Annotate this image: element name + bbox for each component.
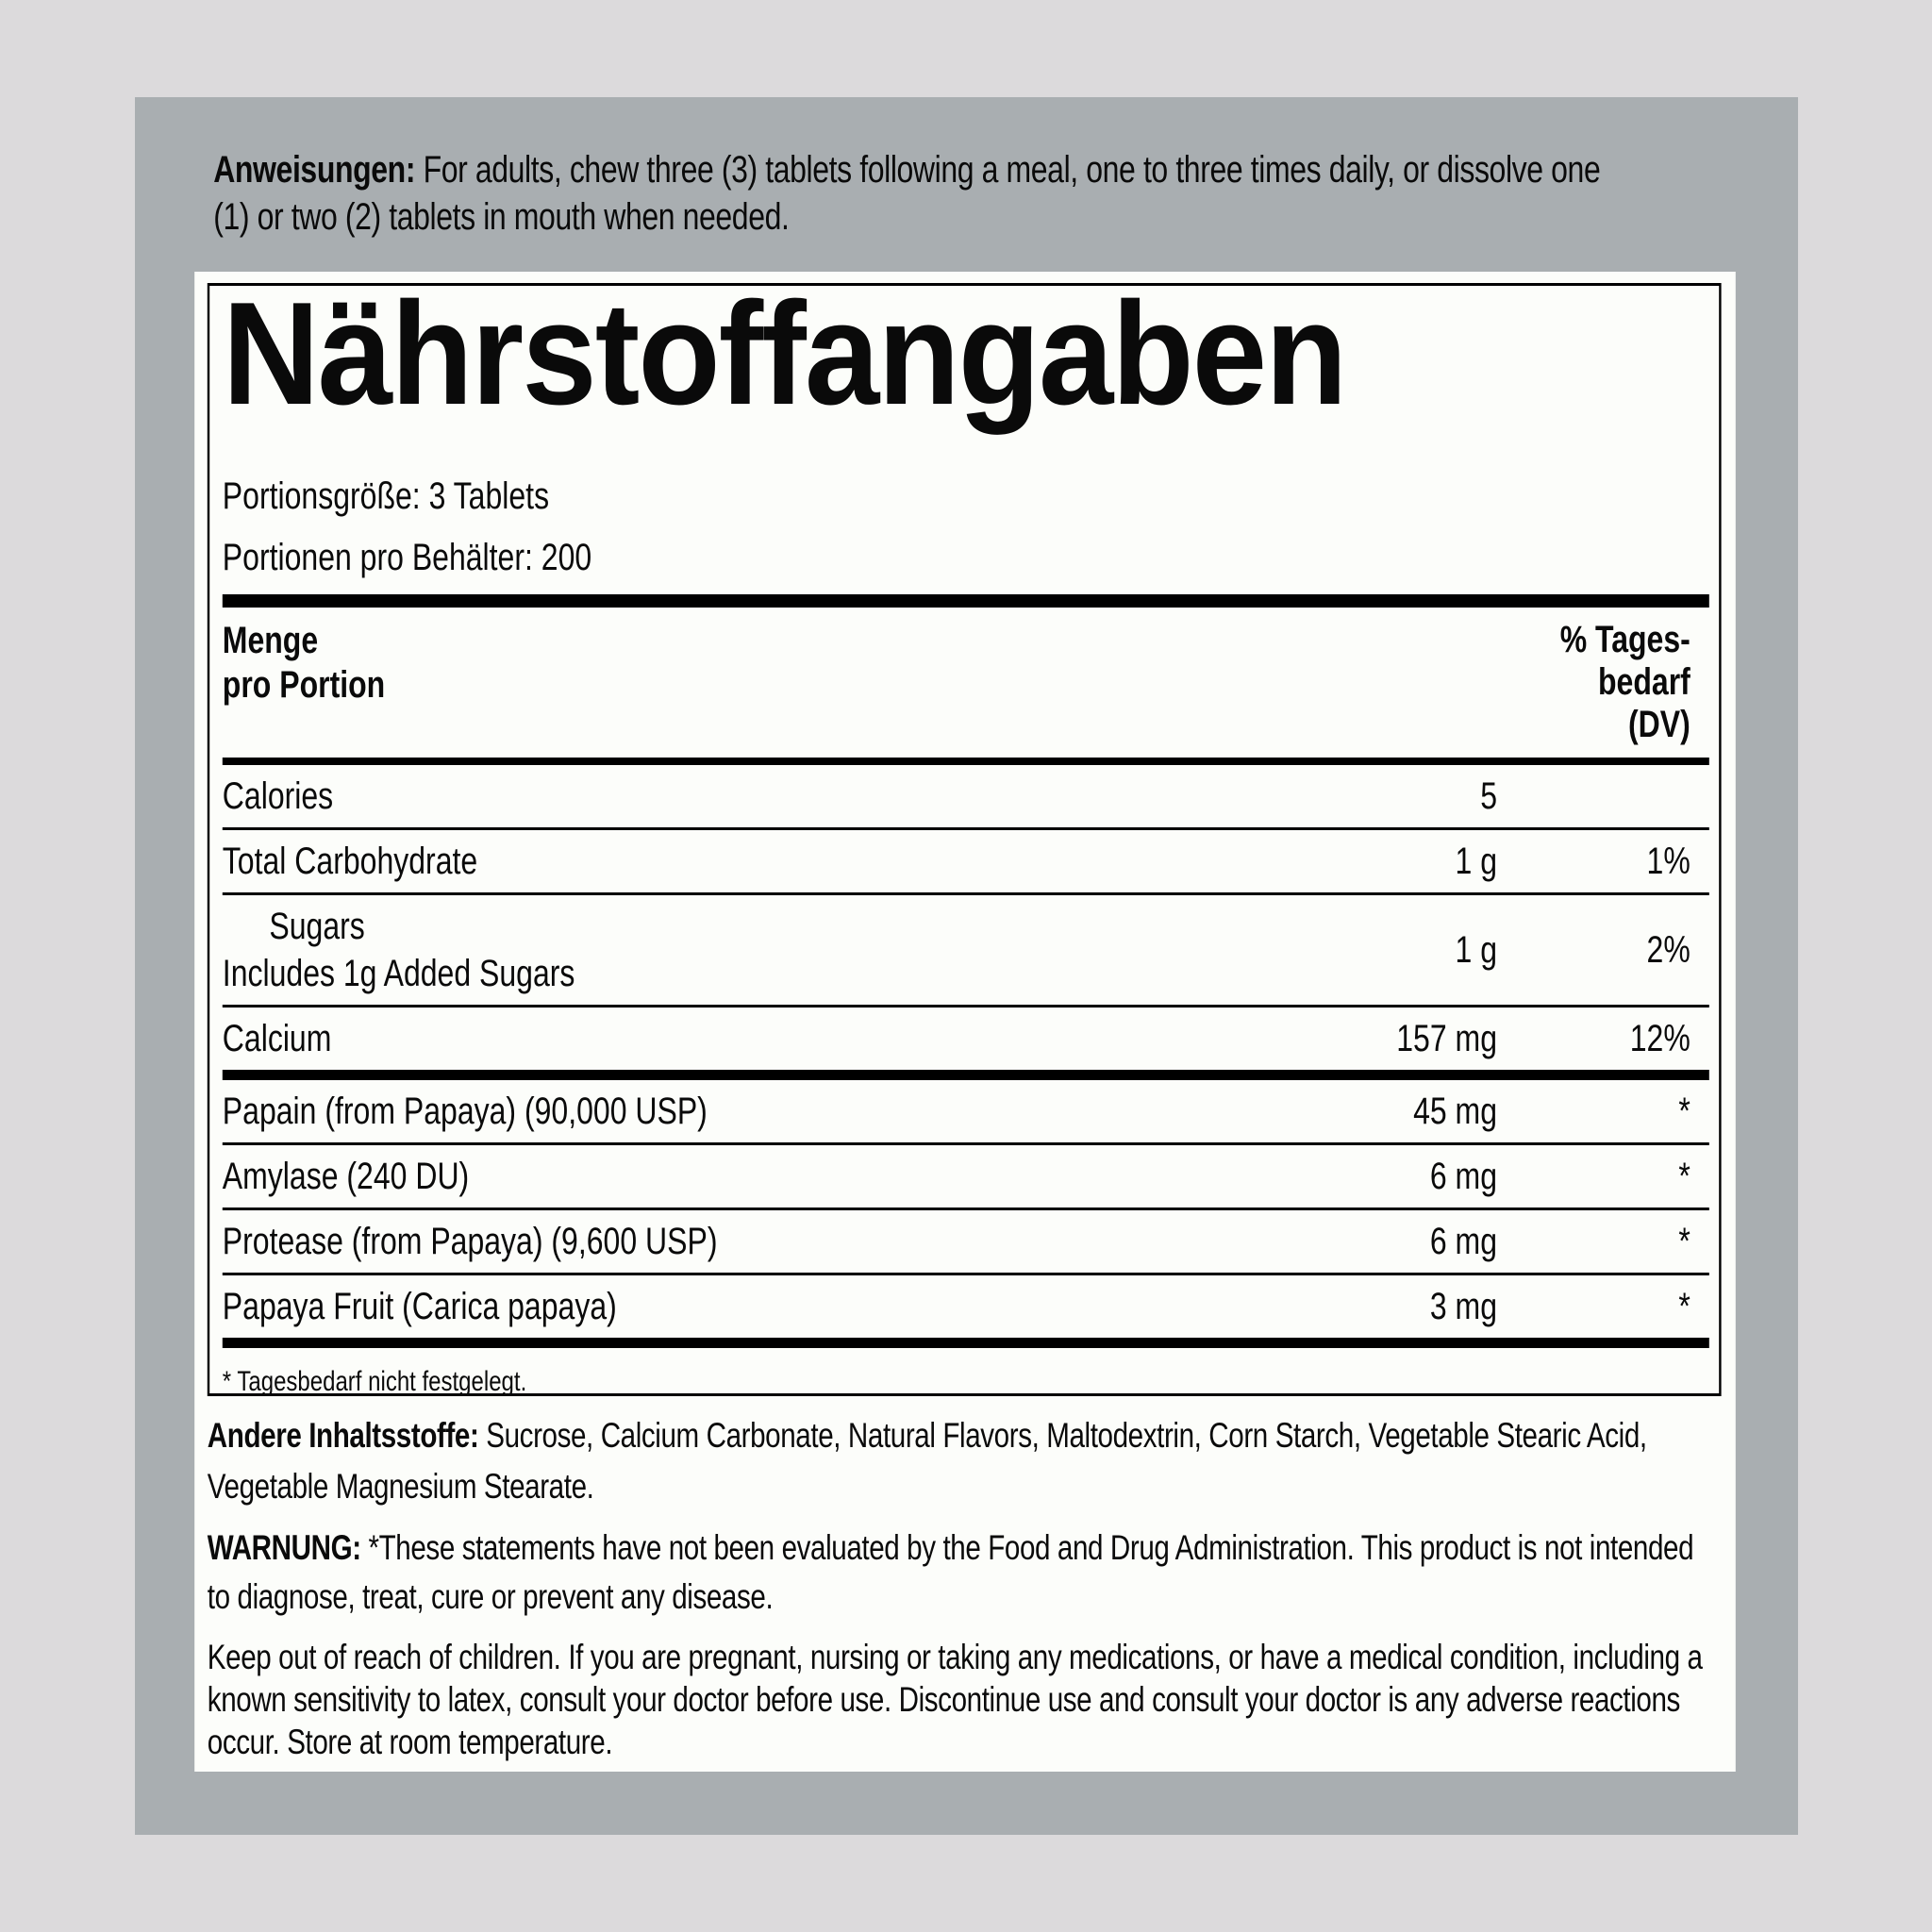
nutrient-row: [223, 1210, 1709, 1275]
nutrient-amount: 45 mg: [1413, 1091, 1497, 1132]
nutrient-amount: 5: [1480, 775, 1497, 817]
nutrient-daily-value: *: [1678, 1221, 1690, 1262]
warning-text: *These statements have not been evaluated by the Food and Drug Administration. This product is not intended to diagnose, treat, cure or prevent any disease.: [207, 1528, 1694, 1616]
facts-header-row: [223, 608, 1709, 758]
warning-lead: WARNUNG:: [207, 1528, 361, 1567]
nutrient-amount: 3 mg: [1429, 1286, 1497, 1327]
header-left-line1: Menge: [222, 620, 319, 661]
nutrient-row: [223, 895, 1709, 1008]
facts-title: Nährstoffangaben: [222, 272, 1346, 435]
nutrient-daily-value: *: [1678, 1091, 1690, 1132]
header-right-line2: bedarf: [1598, 661, 1690, 703]
nutrient-amount: 6 mg: [1429, 1156, 1497, 1197]
nutrient-name: Sugars Includes 1g Added Sugars: [222, 906, 575, 994]
nutrient-name: Papain (from Papaya) (90,000 USP): [222, 1091, 708, 1132]
section-divider-bar: [223, 1338, 1709, 1348]
nutrient-amount: 1 g: [1455, 929, 1497, 971]
other-ingredients-paragraph: [208, 1410, 1713, 1512]
nutrient-daily-value: *: [1678, 1156, 1690, 1197]
condensed-content-wrapper: [135, 97, 1798, 1835]
header-right-line1: % Tages-: [1559, 619, 1690, 660]
nutrient-row: [223, 765, 1709, 830]
directions-lead: Anweisungen:: [213, 149, 416, 191]
header-right-line3: (DV): [1628, 704, 1690, 745]
facts-rows: [223, 765, 1709, 1348]
warning-paragraph: [208, 1524, 1713, 1622]
nutrient-name: Amylase (240 DU): [222, 1156, 470, 1197]
nutrient-name: Calcium: [222, 1018, 332, 1059]
nutrient-row: [223, 1275, 1709, 1338]
servings-per-container: Portionen pro Behälter: 200: [222, 537, 592, 578]
header-rule: [223, 758, 1709, 765]
nutrient-daily-value: 1%: [1646, 841, 1690, 882]
daily-value-header: [1560, 619, 1709, 758]
nutrient-name: Protease (from Papaya) (9,600 USP): [222, 1221, 718, 1262]
nutrient-amount: 1 g: [1455, 841, 1497, 882]
serving-size: Portionsgröße: 3 Tablets: [222, 475, 550, 517]
nutrient-row: [223, 1008, 1709, 1070]
nutrient-row: [223, 1145, 1709, 1210]
nutrient-daily-value: 12%: [1629, 1018, 1690, 1059]
directions-paragraph: [213, 146, 1600, 241]
nutrient-name: Papaya Fruit (Carica papaya): [222, 1286, 617, 1327]
amount-per-serving-header: [223, 619, 385, 758]
other-ingredients-text: Sucrose, Calcium Carbonate, Natural Flavors, Maltodextrin, Corn Starch, Vegetable Stearic Acid, Vegetable Magnesium Stearate.: [207, 1416, 1647, 1506]
nutrient-amount: 157 mg: [1396, 1018, 1497, 1059]
header-left-line2: pro Portion: [222, 664, 386, 706]
supplement-label: [194, 272, 1736, 1772]
nutrient-row: [223, 830, 1709, 895]
nutrition-facts-box: [208, 272, 1722, 1397]
nutrient-name: Calories: [222, 775, 334, 817]
nutrient-daily-value: 2%: [1646, 929, 1690, 971]
nutrient-amount: 6 mg: [1429, 1221, 1497, 1262]
directions-line1: For adults, chew three (3) tablets following a meal, one to three times daily, or dissolve one: [415, 149, 1601, 191]
other-ingredients-lead: Andere Inhaltsstoffe:: [207, 1416, 479, 1455]
thick-rule-top: [223, 594, 1709, 608]
directions-line2: (1) or two (2) tablets in mouth when needed.: [213, 196, 790, 238]
dv-footnote: * Tagesbedarf nicht festgelegt.: [222, 1366, 527, 1397]
nutrient-row: [223, 1080, 1709, 1145]
section-divider-bar: [223, 1070, 1709, 1080]
nutrient-daily-value: *: [1678, 1286, 1690, 1327]
nutrient-name: Total Carbohydrate: [222, 841, 478, 882]
label-paragraphs: [208, 1396, 1713, 1763]
caution-paragraph: Keep out of reach of children. If you are pregnant, nursing or taking any medications, or have a medical condition, including a known sensitivity to latex, consult your doctor before use. Discontinue use and consult your doctor is any adverse reactions occur. Store at room temperature.: [207, 1638, 1703, 1761]
